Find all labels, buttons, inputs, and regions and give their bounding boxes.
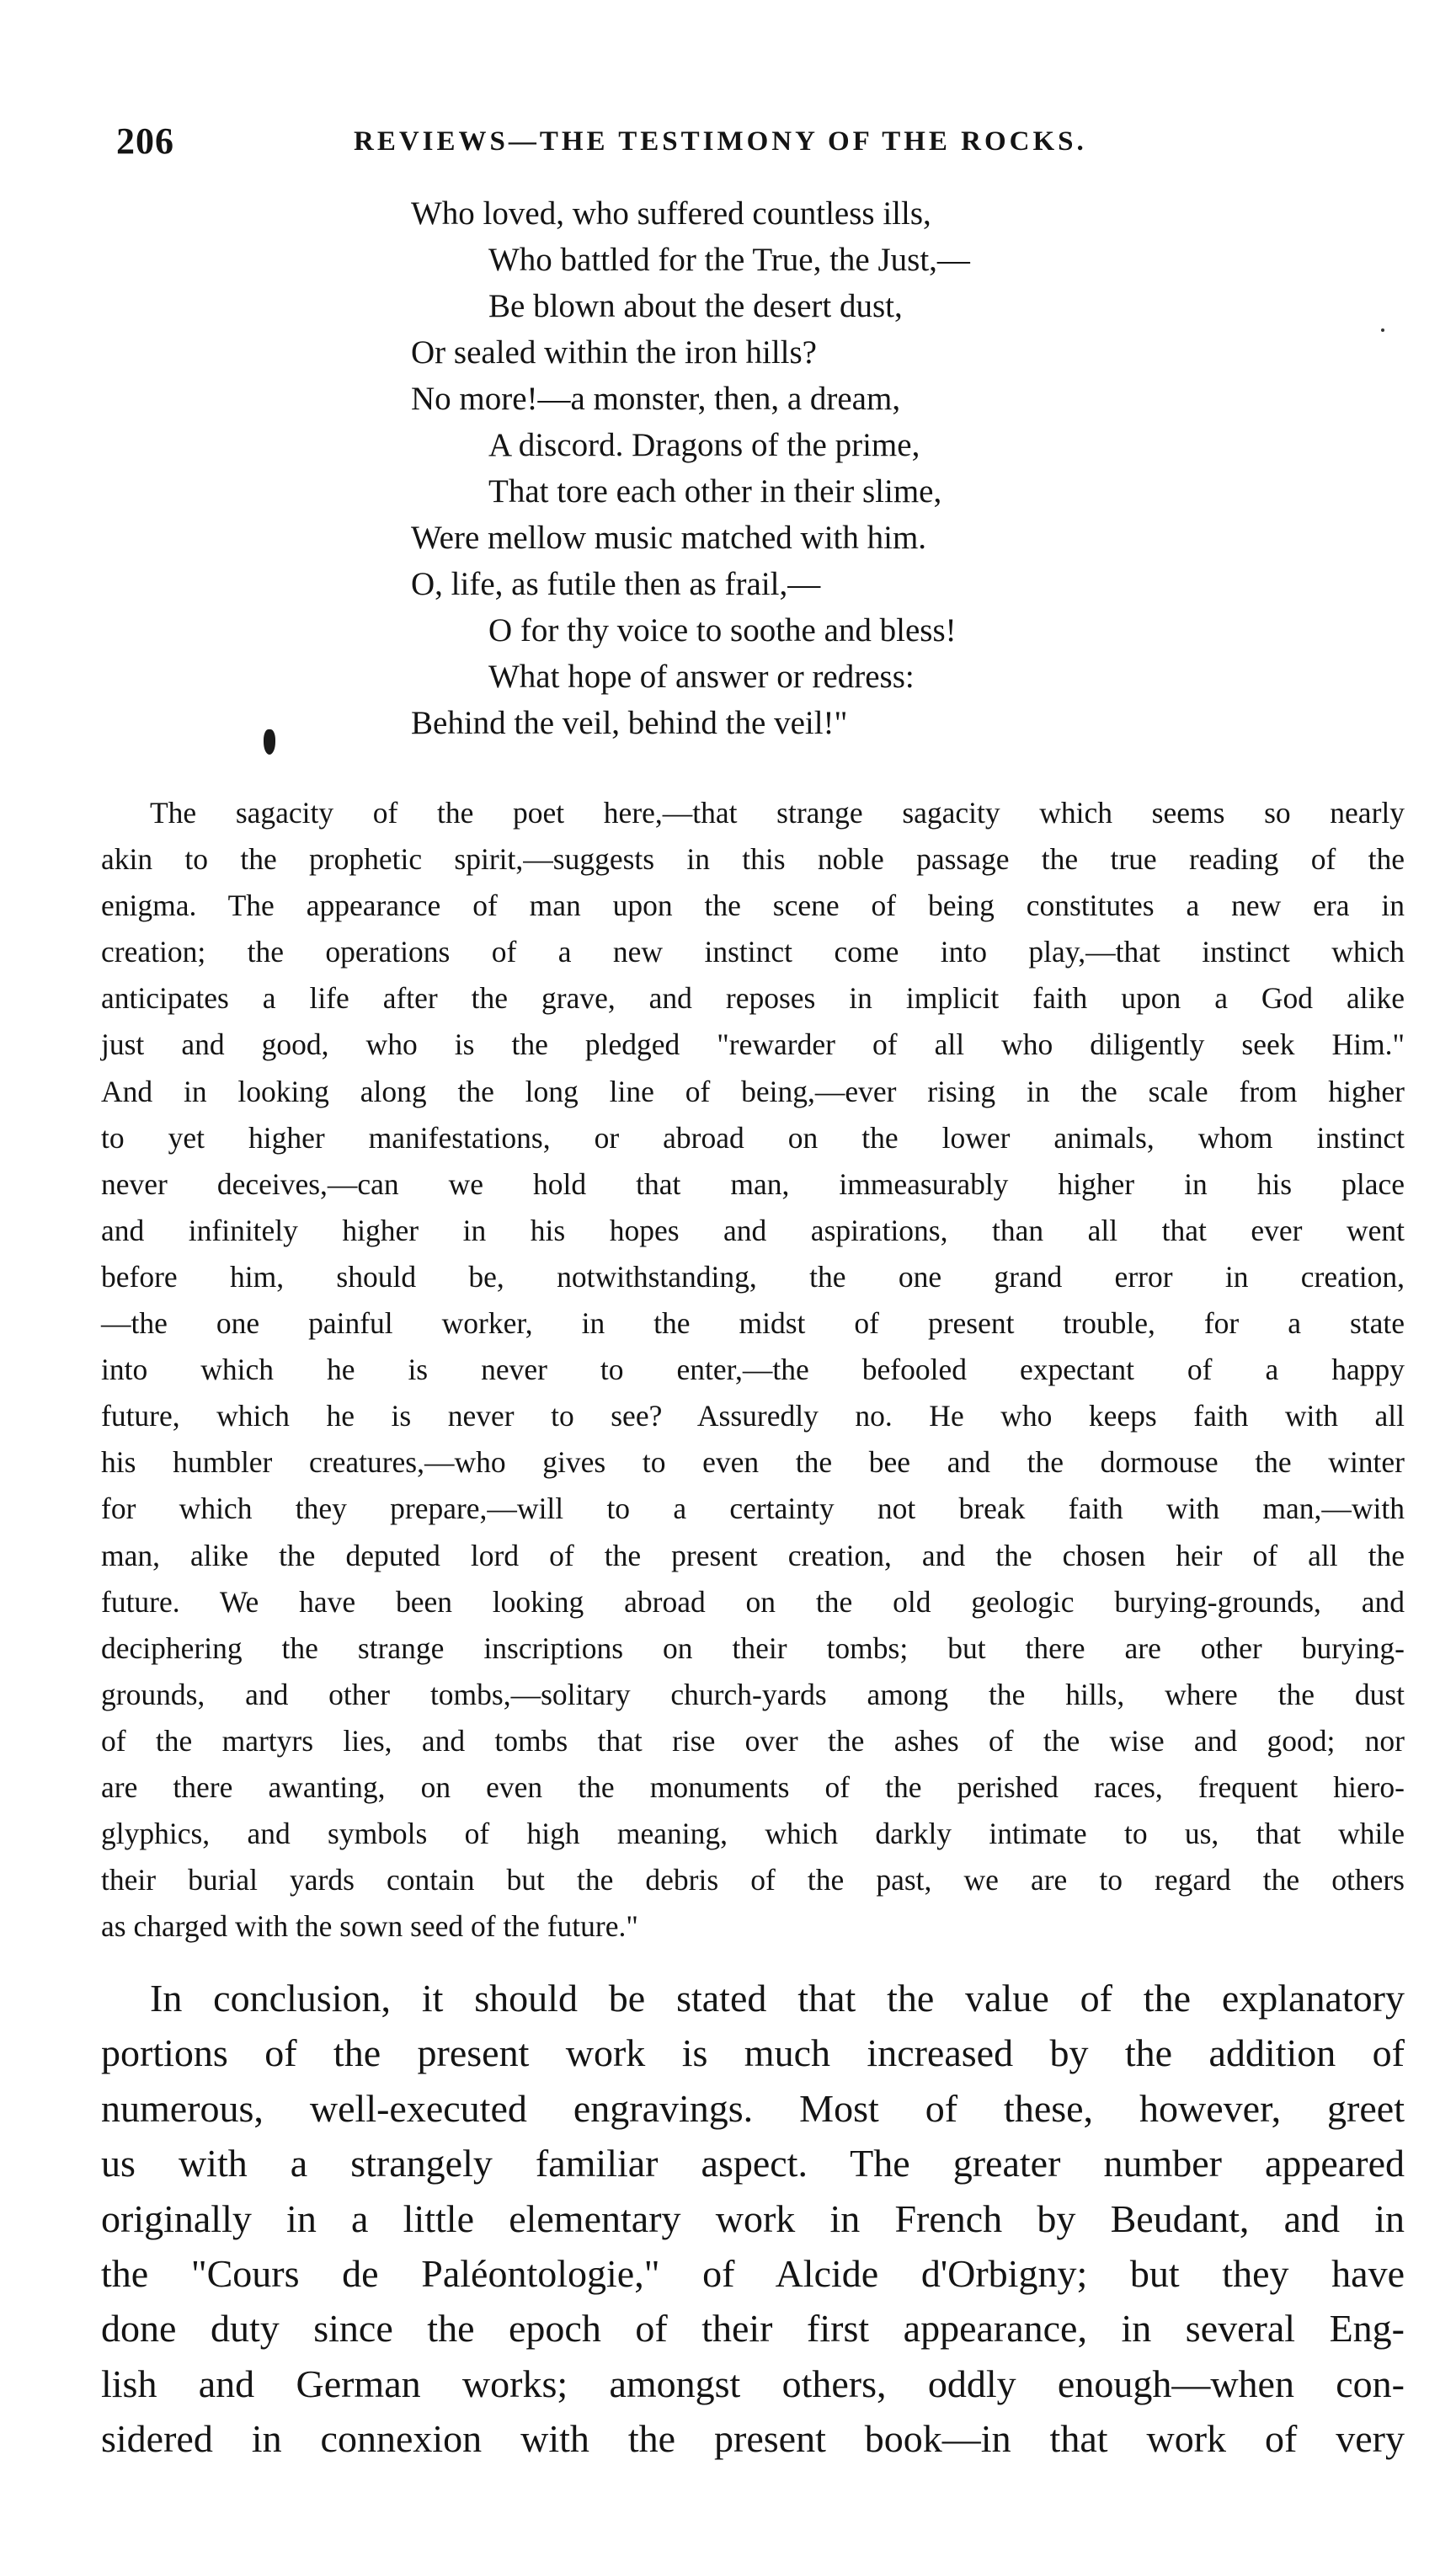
print-speck — [1381, 328, 1384, 332]
quote-line: to yet higher manifestations, or abroad on the lower animals, whom instinct — [101, 1120, 1405, 1155]
paragraph-line: done duty since the epoch of their first appearance, in several Eng- — [101, 2307, 1405, 2351]
quote-line: never deceives,—can we hold that man, immeasurably higher in his place — [101, 1166, 1405, 1201]
quote-line: man, alike the deputed lord of the present creation, and the chosen heir of all the — [101, 1538, 1405, 1572]
quote-line: creation; the operations of a new instinct come into play,—that instinct which — [101, 935, 1405, 969]
quoted-passage — [101, 790, 1405, 1950]
quote-line: for which they prepare,—will to a certainty not break faith with man,—with — [101, 1492, 1405, 1526]
quote-line: as charged with the sown seed of the future." — [101, 1909, 638, 1944]
ink-blot — [264, 729, 275, 755]
paragraph-line: us with a strangely familiar aspect. The greater number appeared — [101, 2142, 1405, 2185]
paragraph-line: In conclusion, it should be stated that the value of the explanatory — [150, 1977, 1405, 2020]
quote-line: into which he is never to enter,—the befooled expectant of a happy — [101, 1353, 1405, 1387]
quote-line: before him, should be, notwithstanding, the one grand error in creation, — [101, 1259, 1405, 1294]
quote-line: akin to the prophetic spirit,—suggests in this noble passage the true reading of the — [101, 842, 1405, 877]
poem-line: A discord. Dragons of the prime, — [488, 427, 920, 463]
quote-line: future, which he is never to see? Assuredly no. He who keeps faith with all — [101, 1399, 1405, 1433]
quote-line: of the martyrs lies, and tombs that rise over the ashes of the wise and good; nor — [101, 1723, 1405, 1758]
main-paragraph — [101, 1971, 1405, 2467]
paragraph-line: originally in a little elementary work in French by Beudant, and in — [101, 2196, 1405, 2240]
page-number: 206 — [116, 120, 174, 162]
poem-line: O for thy voice to soothe and bless! — [488, 612, 957, 648]
paragraph-line: lish and German works; amongst others, oddly enough—when con- — [101, 2362, 1405, 2405]
poem-line: What hope of answer or redress: — [488, 659, 915, 695]
quote-line: his humbler creatures,—who gives to even the bee and the dormouse the winter — [101, 1445, 1405, 1480]
quote-line: are there awanting, on even the monuments of the perished races, frequent hiero- — [101, 1769, 1405, 1804]
poem-line: Or sealed within the iron hills? — [411, 334, 817, 371]
quote-line: The sagacity of the poet here,—that strange sagacity which seems so nearly — [150, 796, 1405, 830]
quote-line: enigma. The appearance of man upon the scene of being constitutes a new era in — [101, 889, 1405, 923]
quote-line: their burial yards contain but the debris of the past, we are to regard the others — [101, 1863, 1405, 1897]
quote-line: And in looking along the long line of being,—ever rising in the scale from higher — [101, 1074, 1405, 1108]
quote-line: —the one painful worker, in the midst of present trouble, for a state — [101, 1306, 1405, 1341]
poem-line: No more!—a monster, then, a dream, — [411, 381, 901, 417]
quote-line: and infinitely higher in his hopes and aspirations, than all that ever went — [101, 1213, 1405, 1247]
paragraph-line: portions of the present work is much increased by the addition of — [101, 2031, 1405, 2075]
quote-line: just and good, who is the pledged "rewarder of all who diligently seek Him." — [101, 1027, 1405, 1062]
poem-line: Were mellow music matched with him. — [411, 520, 927, 556]
paragraph-line: sidered in connexion with the present book—in that work of very — [101, 2417, 1405, 2461]
poem-line: Who battled for the True, the Just,— — [488, 242, 970, 278]
poem-line: That tore each other in their slime, — [488, 473, 942, 510]
quote-line: deciphering the strange inscriptions on their tombs; but there are other burying- — [101, 1630, 1405, 1665]
running-head: REVIEWS—THE TESTIMONY OF THE ROCKS. — [354, 126, 1087, 157]
quote-line: glyphics, and symbols of high meaning, which darkly intimate to us, that while — [101, 1817, 1405, 1851]
paragraph-line: the "Cours de Paléontologie," of Alcide d'Orbigny; but they have — [101, 2251, 1405, 2295]
poem-line: Who loved, who suffered countless ills, — [411, 195, 931, 232]
poem-line: Behind the veil, behind the veil!" — [411, 705, 848, 741]
poem-line: O, life, as futile then as frail,— — [411, 566, 821, 602]
paragraph-line: numerous, well-executed engravings. Most of these, however, greet — [101, 2086, 1405, 2130]
quote-line: grounds, and other tombs,—solitary church-yards among the hills, where the dust — [101, 1677, 1405, 1711]
poem-line: Be blown about the desert dust, — [488, 288, 903, 324]
quote-line: future. We have been looking abroad on the old geologic burying-grounds, and — [101, 1584, 1405, 1619]
quote-line: anticipates a life after the grave, and reposes in implicit faith upon a God alike — [101, 981, 1405, 1016]
